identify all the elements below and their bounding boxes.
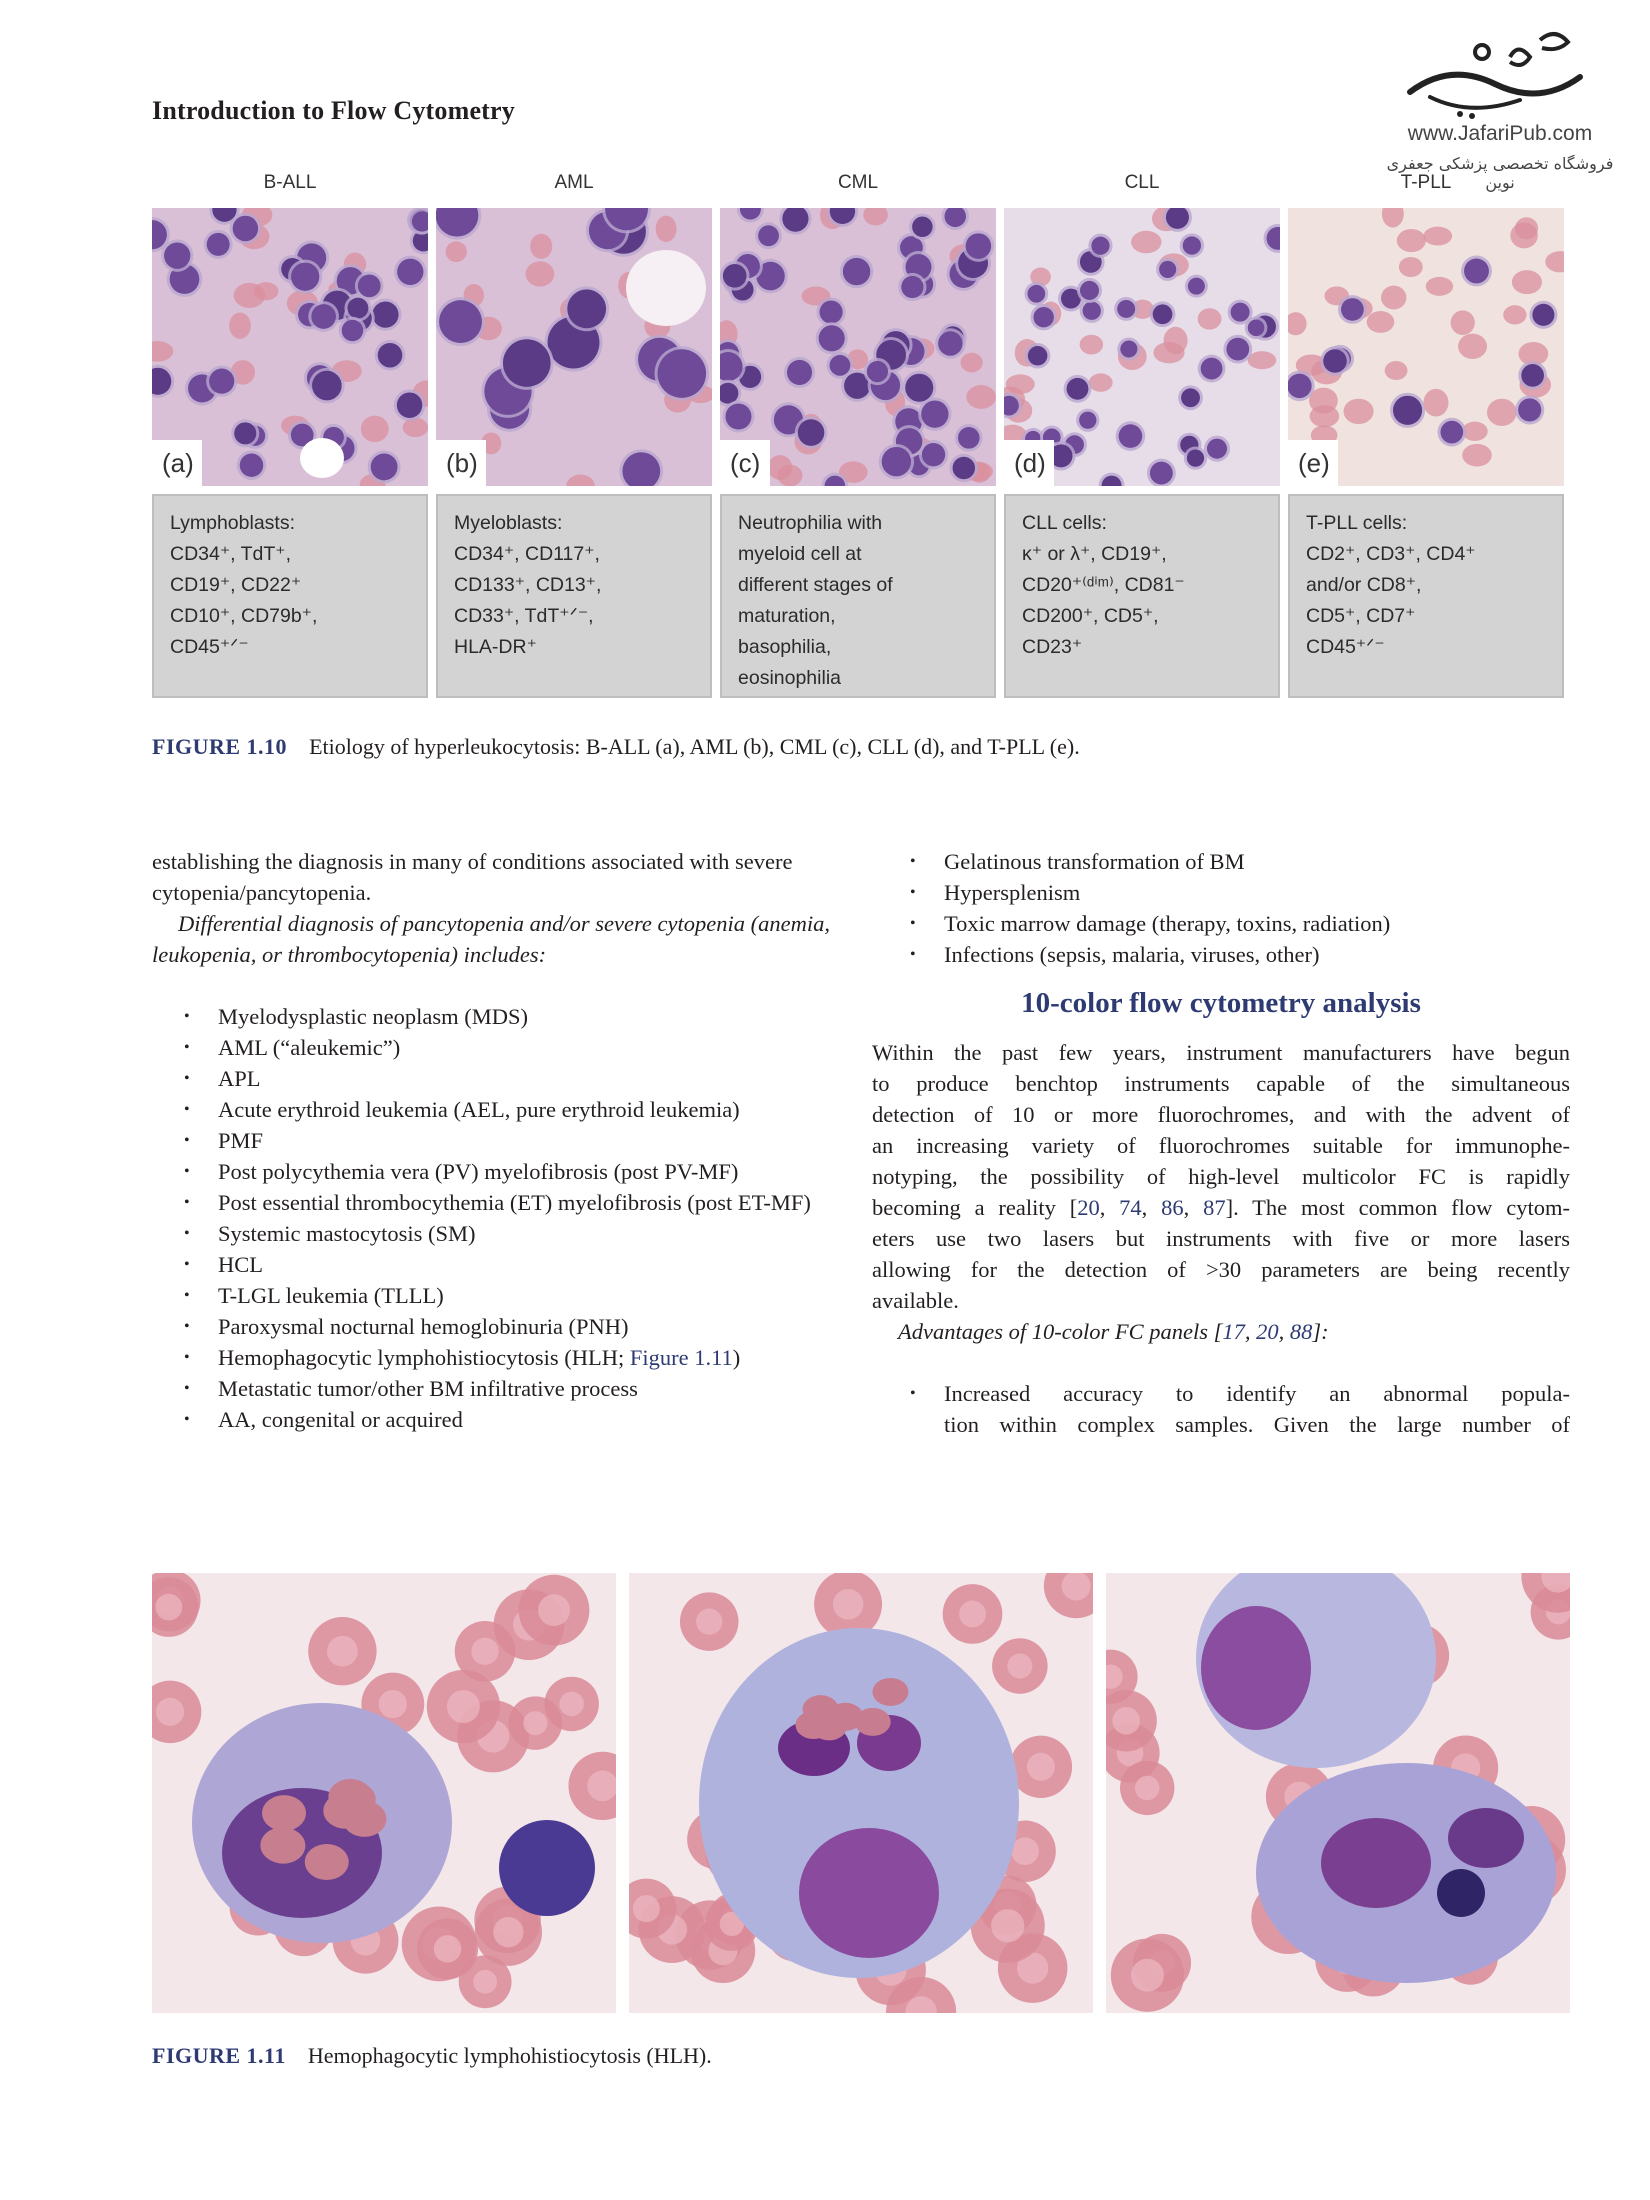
caption-text: Etiology of hyperleukocytosis: B-ALL (a), AML (b), CML (c), CLL (d), and T-PLL (e). <box>309 734 1080 759</box>
micrograph-image <box>152 208 428 486</box>
reference-link[interactable]: 17 <box>1222 1319 1245 1344</box>
list-item: • Myelodysplastic neoplasm (MDS) <box>184 1004 528 1029</box>
info-line: CD34⁺, TdT⁺, <box>170 543 292 565</box>
info-line: κ⁺ or λ⁺, CD19⁺, <box>1022 543 1167 565</box>
reference-link[interactable]: 20 <box>1077 1195 1100 1220</box>
list-item: • Infections (sepsis, malaria, viruses, other) <box>910 942 1320 967</box>
panel-letter: (e) <box>1288 440 1338 486</box>
figure-1-11-caption <box>152 2043 712 2069</box>
micrograph-image <box>720 208 996 486</box>
body-paragraph: Within the past few years, instrument manufacturers have begun to produce benchtop instruments capable of the simultaneous detection of 10 or more fluorochromes, and with the advent of an increasing variety of fluorochromes suitable for immunophe- notyping, the possibility of high-level multicolor FC is rapidly becoming a reality [20, 74, 86, 87]. The most common flow cytom- eters use two lasers but instruments with five or more lasers allowing for the detection of >30 parameters are being recently available. <box>872 1040 1570 1313</box>
panel-title: CML <box>837 172 879 193</box>
body-paragraph: establishing the diagnosis in many of conditions associated with severe cytopenia/pancytopenia. <box>152 849 793 905</box>
figure-1-10-caption <box>152 734 1080 760</box>
list-item: • Hemophagocytic lymphohistiocytosis (HLH; Figure 1.11) <box>184 1345 741 1370</box>
micrograph-image <box>1288 208 1564 486</box>
section-heading: 10-color flow cytometry analysis <box>1021 987 1421 1019</box>
list-item: • Increased accuracy to identify an abnormal popula- tion within complex samples. Given the large number of <box>910 1381 1570 1437</box>
panel-title: T-PLL <box>1400 172 1452 193</box>
hlh-micrograph-3 <box>1106 1573 1570 2013</box>
info-line: CD19⁺, CD22⁺ <box>170 574 302 596</box>
micrograph-image <box>436 208 712 486</box>
list-item: • Post essential thrombocythemia (ET) myelofibrosis (post ET-MF) <box>184 1190 811 1215</box>
differential-diagnosis-list <box>152 1001 852 1435</box>
list-item: • HCL <box>184 1252 263 1277</box>
info-line: CD2⁺, CD3⁺, CD4⁺ <box>1306 543 1476 565</box>
info-line: Neutrophilia with <box>738 512 883 534</box>
info-line: CD5⁺, CD7⁺ <box>1306 605 1416 627</box>
list-item: • APL <box>184 1066 261 1091</box>
info-line: CD33⁺, TdT⁺ᐟ⁻, <box>454 605 594 627</box>
right-column <box>872 846 1570 1440</box>
immunophenotype-box <box>720 494 996 698</box>
reference-link[interactable]: 88 <box>1289 1319 1313 1344</box>
body-paragraph-italic: Differential diagnosis of pancytopenia and/or severe cytopenia (anemia, leukopenia, or thrombocytopenia) includes: <box>152 911 830 967</box>
caption-text: Hemophagocytic lymphohistiocytosis (HLH). <box>307 2043 712 2068</box>
differential-diagnosis-list-continued <box>872 846 1570 970</box>
immunophenotype-box <box>1004 494 1280 698</box>
list-item: • Metastatic tumor/other BM infiltrative process <box>184 1376 638 1401</box>
reference-link[interactable]: 86 <box>1161 1195 1184 1220</box>
info-line: CD23⁺ <box>1022 636 1083 658</box>
list-item: • Post polycythemia vera (PV) myelofibrosis (post PV-MF) <box>184 1159 739 1184</box>
list-item: • T-LGL leukemia (TLLL) <box>184 1283 444 1308</box>
figure-label: FIGURE 1.10 <box>152 734 288 759</box>
figure-1-11 <box>152 1573 1570 2013</box>
info-line: maturation, <box>738 605 836 627</box>
list-item: • AA, congenital or acquired <box>184 1407 463 1432</box>
info-line: CD10⁺, CD79b⁺, <box>170 605 318 627</box>
info-line: and/or CD8⁺, <box>1306 574 1422 596</box>
micrograph-image <box>1004 208 1280 486</box>
advantages-list <box>872 1378 1570 1440</box>
calligraphy-logo-icon <box>1390 22 1600 122</box>
list-item: • Acute erythroid leukemia (AEL, pure erythroid leukemia) <box>184 1097 740 1122</box>
panel-letter: (c) <box>720 440 770 486</box>
info-line: CD45⁺ᐟ⁻ <box>1306 636 1385 658</box>
panel-title: AML <box>554 172 594 193</box>
list-item: • PMF <box>184 1128 264 1153</box>
info-line: myeloid cell at <box>738 543 862 565</box>
figure-label: FIGURE 1.11 <box>152 2043 286 2068</box>
hlh-micrograph-1 <box>152 1573 616 2013</box>
figure-1-10 <box>152 172 1570 702</box>
info-line: Lymphoblasts: <box>170 512 296 534</box>
panel-letter: (d) <box>1004 440 1054 486</box>
info-line: HLA-DR⁺ <box>454 636 537 658</box>
publisher-logo <box>1380 22 1620 192</box>
list-item: • Paroxysmal nocturnal hemoglobinuria (PNH) <box>184 1314 629 1339</box>
panel-letter: (b) <box>436 440 486 486</box>
list-item: • Hypersplenism <box>910 880 1081 905</box>
reference-link[interactable]: 20 <box>1256 1319 1279 1344</box>
info-line: basophilia, <box>738 636 832 658</box>
left-column <box>152 846 852 1435</box>
logo-store-name: فروشگاه تخصصی پزشکی جعفری نوین <box>1386 154 1614 192</box>
reference-link[interactable]: 87 <box>1203 1195 1226 1220</box>
list-item: • Toxic marrow damage (therapy, toxins, radiation) <box>910 911 1391 936</box>
running-head: Introduction to Flow Cytometry <box>152 96 515 125</box>
info-line: CD34⁺, CD117⁺, <box>454 543 600 565</box>
immunophenotype-box <box>436 494 712 698</box>
info-line: Myeloblasts: <box>454 512 563 534</box>
immunophenotype-box <box>152 494 428 698</box>
info-line: CD45⁺ᐟ⁻ <box>170 636 249 658</box>
info-line: CD200⁺, CD5⁺, <box>1022 605 1159 627</box>
panel-title: B-ALL <box>263 172 317 193</box>
info-line: CLL cells: <box>1022 512 1107 534</box>
list-item: • AML (“aleukemic”) <box>184 1035 401 1060</box>
body-paragraph-italic: Advantages of 10-color FC panels [17, 20, 88]: <box>898 1319 1329 1344</box>
list-item: • Systemic mastocytosis (SM) <box>184 1221 476 1246</box>
figure-1-11-link[interactable]: Figure 1.11 <box>629 1345 733 1370</box>
panel-title: CLL <box>1124 172 1160 193</box>
reference-link[interactable]: 74 <box>1119 1195 1142 1220</box>
info-line: different stages of <box>738 574 893 596</box>
logo-url: www.JafariPub.com <box>1407 122 1593 145</box>
info-line: eosinophilia <box>738 667 841 689</box>
panel-letter: (a) <box>152 440 202 486</box>
info-line: CD133⁺, CD13⁺, <box>454 574 602 596</box>
list-item: • Gelatinous transformation of BM <box>910 849 1245 874</box>
info-line: CD20⁺⁽ᵈⁱᵐ⁾, CD81⁻ <box>1022 574 1185 596</box>
immunophenotype-box <box>1288 494 1564 698</box>
info-line: T-PLL cells: <box>1306 512 1408 534</box>
hlh-micrograph-2 <box>629 1573 1093 2013</box>
